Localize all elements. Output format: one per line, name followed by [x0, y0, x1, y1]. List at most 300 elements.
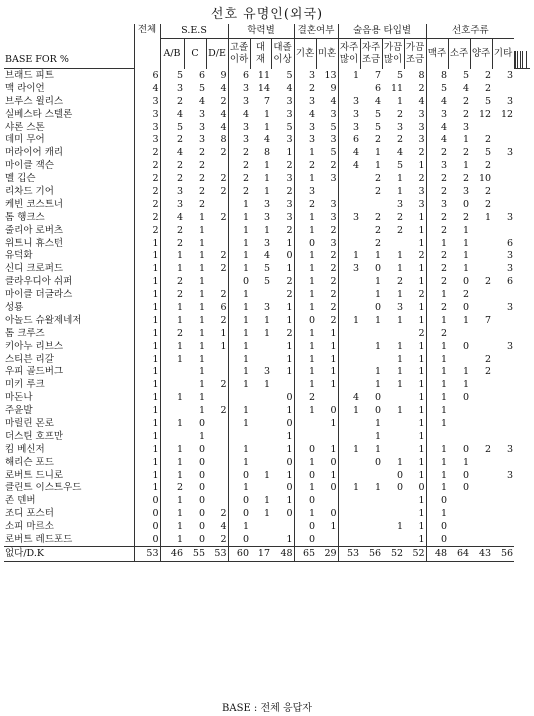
none-value: 48	[426, 546, 448, 561]
cell-value: 3	[134, 121, 160, 134]
row-label: 미키 루크	[5, 379, 45, 391]
cell-value: 3	[134, 108, 160, 121]
cell-value	[294, 417, 316, 430]
cell-value	[206, 365, 228, 378]
cell-value: 1	[294, 482, 316, 495]
cell-value: 1	[198, 405, 205, 417]
row-label: 스티븐 리갈	[5, 353, 54, 365]
cell-value: 2	[426, 146, 448, 159]
cell-value: 3	[160, 82, 184, 95]
cell-value	[492, 133, 514, 146]
cell-value: 1	[463, 366, 470, 378]
cell-value: 1	[330, 469, 337, 481]
cell-value: 3	[507, 301, 514, 313]
cell-value: 0	[463, 469, 470, 481]
cell-value	[160, 404, 184, 417]
cell-value	[492, 365, 514, 378]
cell-value: 1	[463, 379, 470, 391]
cell-value: 0	[198, 417, 205, 429]
cell-value: 1	[294, 288, 316, 301]
table-row	[4, 198, 530, 211]
cell-value: 1	[338, 249, 360, 262]
cell-value: 1	[426, 378, 448, 391]
cell-value	[382, 391, 404, 404]
cell-value: 1	[418, 392, 425, 404]
table-row	[4, 443, 530, 456]
cell-value: 3	[263, 211, 271, 223]
cell-value: 5	[198, 82, 205, 94]
cell-value	[338, 224, 360, 237]
cell-value: 11	[257, 69, 271, 81]
cell-value	[470, 378, 492, 391]
cell-value: 5	[160, 121, 184, 134]
cell-value: 0	[294, 237, 316, 250]
cell-value: 1	[338, 314, 360, 327]
cell-value: 1	[396, 405, 404, 417]
cell-value: 0	[198, 469, 205, 481]
cell-value: 1	[294, 224, 316, 237]
cell-value	[360, 327, 382, 340]
row-label: 리차드 기어	[5, 185, 54, 197]
cell-value: 1	[286, 366, 293, 378]
cell-value: 1	[198, 314, 205, 326]
cell-value: 4	[220, 121, 227, 133]
cell-value: 1	[134, 404, 160, 417]
cell-value: 1	[228, 262, 250, 275]
cell-value: 3	[228, 121, 250, 134]
cell-value: 1	[160, 301, 184, 314]
cell-value: 3	[507, 340, 514, 352]
cell-value: 1	[228, 482, 250, 495]
row-label: 소피 마르소	[5, 521, 54, 533]
cell-value	[338, 340, 360, 353]
cell-value	[250, 340, 271, 353]
cell-value: 1	[263, 314, 271, 326]
cell-value: 3	[160, 185, 184, 198]
cell-value	[250, 353, 271, 366]
table-row	[4, 469, 530, 482]
cell-value: 2	[374, 211, 382, 223]
cell-value: 0	[228, 494, 250, 507]
column-header-4: 고졸이하	[228, 38, 250, 69]
cell-value	[316, 185, 338, 198]
cell-value: 0	[198, 456, 205, 468]
data-table	[4, 24, 530, 562]
cell-value: 2	[294, 391, 316, 404]
cell-value: 2	[228, 159, 250, 172]
cell-value: 3	[263, 301, 271, 313]
cell-value: 1	[198, 237, 205, 249]
cell-value: 4	[160, 211, 184, 224]
cell-value	[492, 198, 514, 211]
cell-value	[338, 507, 360, 520]
cell-value	[448, 494, 470, 507]
row-label: 케빈 코스트너	[5, 198, 64, 210]
cell-value: 1	[198, 379, 205, 391]
cell-value: 2	[330, 263, 337, 275]
cell-value	[360, 520, 382, 533]
cell-value: 1	[198, 263, 205, 275]
column-header-11: 가끔많이	[382, 38, 404, 69]
cell-value	[382, 417, 404, 430]
row-label: 샤론 스톤	[5, 121, 45, 133]
cell-value	[338, 494, 360, 507]
cell-value: 3	[286, 134, 293, 146]
cell-value: 3	[507, 443, 514, 455]
cell-value: 1	[134, 417, 160, 430]
cell-value	[448, 404, 470, 417]
cell-value: 1	[396, 456, 404, 468]
cell-value	[338, 469, 360, 482]
cell-value: 1	[294, 378, 316, 391]
cell-value: 1	[134, 378, 160, 391]
table-row	[4, 172, 530, 185]
cell-value: 1	[418, 430, 425, 442]
none-value: 52	[382, 546, 404, 561]
cell-value	[250, 533, 271, 546]
cell-value: 2	[330, 276, 337, 288]
cell-value: 0	[330, 482, 337, 494]
cell-value: 1	[286, 340, 293, 352]
none-value: 53	[206, 546, 228, 561]
cell-value: 1	[228, 456, 250, 469]
cell-value: 2	[426, 172, 448, 185]
cell-value	[382, 430, 404, 443]
cell-value: 4	[463, 82, 470, 94]
cell-value: 3	[294, 69, 316, 82]
cell-value	[470, 404, 492, 417]
cell-value: 4	[134, 82, 160, 95]
cell-value	[338, 237, 360, 250]
cell-value: 2	[330, 250, 337, 262]
cell-value: 0	[294, 494, 316, 507]
cell-value: 4	[220, 82, 227, 94]
cell-value: 1	[418, 314, 425, 326]
cell-value	[492, 353, 514, 366]
cell-value: 1	[228, 314, 250, 327]
cell-value: 0	[294, 314, 316, 327]
cell-value: 3	[507, 95, 514, 107]
cell-value: 1	[134, 288, 160, 301]
cell-value: 6	[134, 69, 160, 82]
cell-value: 1	[198, 353, 205, 365]
cell-value: 1	[426, 469, 448, 482]
cell-value: 0	[134, 507, 160, 520]
table-row	[4, 314, 530, 327]
cell-value: 1	[418, 405, 425, 417]
cell-value	[338, 417, 360, 430]
cell-value: 1	[134, 262, 160, 275]
cell-value: 5	[286, 69, 293, 81]
cell-value: 1	[134, 327, 160, 340]
row-label: 클린트 이스트우드	[5, 482, 82, 494]
cell-value: 2	[220, 250, 227, 262]
cell-value	[206, 159, 228, 172]
cell-value: 1	[396, 250, 404, 262]
cell-value: 1	[228, 288, 250, 301]
cell-value: 2	[374, 173, 382, 185]
cell-value: 1	[463, 250, 470, 262]
cell-value	[338, 275, 360, 288]
cell-value: 2	[160, 275, 184, 288]
cell-value: 3	[330, 237, 337, 249]
cell-value	[492, 482, 514, 495]
table-row	[4, 211, 530, 224]
cell-value: 3	[418, 108, 425, 120]
cell-value: 3	[286, 211, 293, 223]
cell-value: 11	[390, 82, 404, 94]
cell-value	[250, 456, 271, 469]
cell-value: 0	[286, 456, 293, 468]
cell-value: 3	[463, 185, 470, 197]
cell-value: 5	[396, 69, 404, 81]
cell-value: 5	[263, 263, 271, 275]
cell-value	[470, 249, 492, 262]
cell-value: 2	[160, 95, 184, 108]
table-row	[4, 249, 530, 262]
cell-value: 2	[134, 224, 160, 237]
cell-value	[492, 404, 514, 417]
cell-value: 1	[134, 456, 160, 469]
row-label: 키아누 리브스	[5, 340, 64, 352]
cell-value: 1	[160, 340, 184, 353]
cell-value: 0	[396, 482, 404, 494]
cell-value	[160, 430, 184, 443]
cell-value: 1	[228, 249, 250, 262]
cell-value: 1	[263, 173, 271, 185]
row-label: 머라이어 캐리	[5, 147, 64, 159]
cell-value: 4	[286, 82, 293, 94]
cell-value: 2	[426, 301, 448, 314]
cell-value: 1	[198, 276, 205, 288]
cell-value: 0	[286, 392, 293, 404]
cell-value: 1	[418, 301, 425, 313]
cell-value: 1	[330, 443, 337, 455]
cell-value	[338, 327, 360, 340]
cell-value: 4	[263, 250, 271, 262]
cell-value: 1	[263, 160, 271, 172]
cell-value: 0	[134, 533, 160, 546]
cell-value: 1	[426, 314, 448, 327]
cell-value: 6	[228, 69, 250, 82]
cell-value: 2	[330, 301, 337, 313]
cell-value: 2	[485, 160, 492, 172]
cell-value: 1	[418, 224, 425, 236]
cell-value: 6	[220, 301, 227, 313]
cell-value: 0	[228, 469, 250, 482]
cell-value: 4	[338, 391, 360, 404]
cell-value	[470, 456, 492, 469]
cell-value	[294, 430, 316, 443]
cell-value: 2	[286, 327, 293, 339]
table-row	[4, 69, 530, 82]
cell-value: 1	[198, 430, 205, 442]
row-label: 멜 깁슨	[5, 173, 36, 185]
column-header-1: A/B	[160, 38, 184, 69]
cell-value	[250, 404, 271, 417]
cell-value: 3	[330, 108, 337, 120]
cell-value: 1	[418, 443, 425, 455]
table-row	[4, 507, 530, 520]
cell-value	[448, 417, 470, 430]
cell-value: 3	[396, 121, 404, 133]
cell-value: 1	[286, 405, 293, 417]
cell-value: 2	[220, 263, 227, 275]
cell-value: 2	[160, 159, 184, 172]
cell-value: 1	[160, 507, 184, 520]
cell-value: 3	[330, 173, 337, 185]
column-header-12: 가끔조금	[404, 38, 426, 69]
cell-value: 7	[485, 314, 492, 326]
cell-value	[338, 456, 360, 469]
cell-value: 2	[330, 224, 337, 236]
cell-value: 2	[160, 224, 184, 237]
cell-value	[360, 494, 382, 507]
cell-value	[316, 533, 338, 546]
cell-value: 4	[198, 95, 205, 107]
column-header-6: 대졸이상	[271, 38, 294, 69]
header-total: 전체	[134, 24, 160, 69]
cell-value: 3	[338, 262, 360, 275]
cell-value: 1	[374, 160, 382, 172]
table-row	[4, 108, 530, 121]
cell-value: 1	[374, 250, 382, 262]
cell-value: 3	[418, 134, 425, 146]
cell-value	[206, 469, 228, 482]
cell-value: 2	[485, 185, 492, 197]
cell-value: 6	[374, 82, 382, 94]
cell-value	[492, 378, 514, 391]
cell-value: 2	[330, 160, 337, 172]
cell-value: 3	[228, 95, 250, 108]
cell-value: 1	[286, 430, 293, 442]
cell-value: 2	[418, 147, 425, 159]
cell-value: 1	[228, 301, 250, 314]
row-label: 우피 골드버그	[5, 366, 64, 378]
cell-value: 1	[294, 249, 316, 262]
cell-value: 3	[286, 95, 293, 107]
cell-value	[338, 172, 360, 185]
cell-value: 1	[228, 443, 250, 456]
cell-value: 3	[286, 173, 293, 185]
cell-value: 0	[294, 533, 316, 546]
cell-value: 1	[330, 353, 337, 365]
cell-value: 3	[507, 263, 514, 275]
cell-value: 1	[374, 276, 382, 288]
cell-value: 4	[330, 95, 337, 107]
cell-value	[492, 82, 514, 95]
cell-value: 14	[257, 82, 271, 94]
cell-value	[492, 391, 514, 404]
cell-value: 8	[263, 147, 271, 159]
cell-value: 5	[330, 147, 337, 159]
cell-value	[492, 185, 514, 198]
cell-value	[470, 520, 492, 533]
cell-value: 2	[198, 160, 205, 172]
cell-value: 3	[294, 133, 316, 146]
table-row	[4, 146, 530, 159]
cell-value: 1	[160, 533, 184, 546]
row-label: 아놀드 슈왈제네저	[5, 314, 82, 326]
cell-value: 2	[134, 159, 160, 172]
cell-value: 3	[396, 301, 404, 313]
cell-value: 0	[374, 301, 382, 313]
cell-value: 1	[134, 482, 160, 495]
cell-value: 12	[501, 108, 514, 120]
cell-value: 3	[263, 366, 271, 378]
cell-value: 2	[220, 211, 227, 223]
row-label: 위트니 휴스턴	[5, 237, 64, 249]
cell-value: 2	[485, 134, 492, 146]
cell-value: 8	[418, 69, 425, 81]
cell-value: 2	[286, 160, 293, 172]
cell-value: 1	[198, 224, 205, 236]
page-title: 선호 유명인(외국)	[210, 7, 324, 22]
cell-value: 1	[134, 340, 160, 353]
cell-value: 2	[160, 133, 184, 146]
cell-value: 2	[134, 211, 160, 224]
cell-value: 1	[485, 211, 492, 223]
cell-value: 1	[418, 237, 425, 249]
cell-value: 3	[294, 185, 316, 198]
cell-value	[271, 378, 294, 391]
row-label: 맥 라이언	[5, 82, 45, 94]
cell-value: 1	[263, 469, 271, 481]
cell-value: 0	[198, 443, 205, 455]
column-header-10: 자주조금	[360, 38, 382, 69]
cell-value: 1	[228, 404, 250, 417]
cell-value: 2	[220, 379, 227, 391]
cell-value: 1	[426, 456, 448, 469]
table-row	[4, 365, 530, 378]
table-row	[4, 288, 530, 301]
cell-value: 3	[418, 121, 425, 133]
cell-value: 2	[396, 134, 404, 146]
column-header-7: 기혼	[294, 38, 316, 69]
cell-value: 1	[330, 417, 337, 429]
cell-value: 1	[426, 443, 448, 456]
cell-value: 0	[426, 494, 448, 507]
cell-value: 5	[396, 160, 404, 172]
cell-value: 1	[160, 469, 184, 482]
cell-value: 1	[463, 263, 470, 275]
cell-value: 3	[160, 198, 184, 211]
cell-value: 2	[426, 224, 448, 237]
row-label: 성룡	[5, 301, 24, 313]
group-header-marital: 결혼여부	[294, 24, 338, 38]
table-row	[4, 237, 530, 250]
cell-value: 1	[294, 146, 316, 159]
cell-value: 4	[220, 108, 227, 120]
cell-value: 2	[220, 185, 227, 197]
cell-value: 5	[330, 121, 337, 133]
table-row	[4, 159, 530, 172]
cell-value: 6	[507, 276, 514, 288]
cell-value	[470, 224, 492, 237]
cell-value: 2	[374, 185, 382, 197]
cell-value	[206, 391, 228, 404]
cell-value	[470, 533, 492, 546]
none-value: 17	[250, 546, 271, 561]
cell-value: 1	[286, 237, 293, 249]
cell-value: 2	[374, 237, 382, 249]
cell-value: 2	[485, 82, 492, 94]
cell-value: 0	[286, 417, 293, 429]
cell-value: 1	[286, 443, 293, 455]
cell-value: 1	[228, 378, 250, 391]
cell-value	[338, 301, 360, 314]
none-value: 64	[448, 546, 470, 561]
